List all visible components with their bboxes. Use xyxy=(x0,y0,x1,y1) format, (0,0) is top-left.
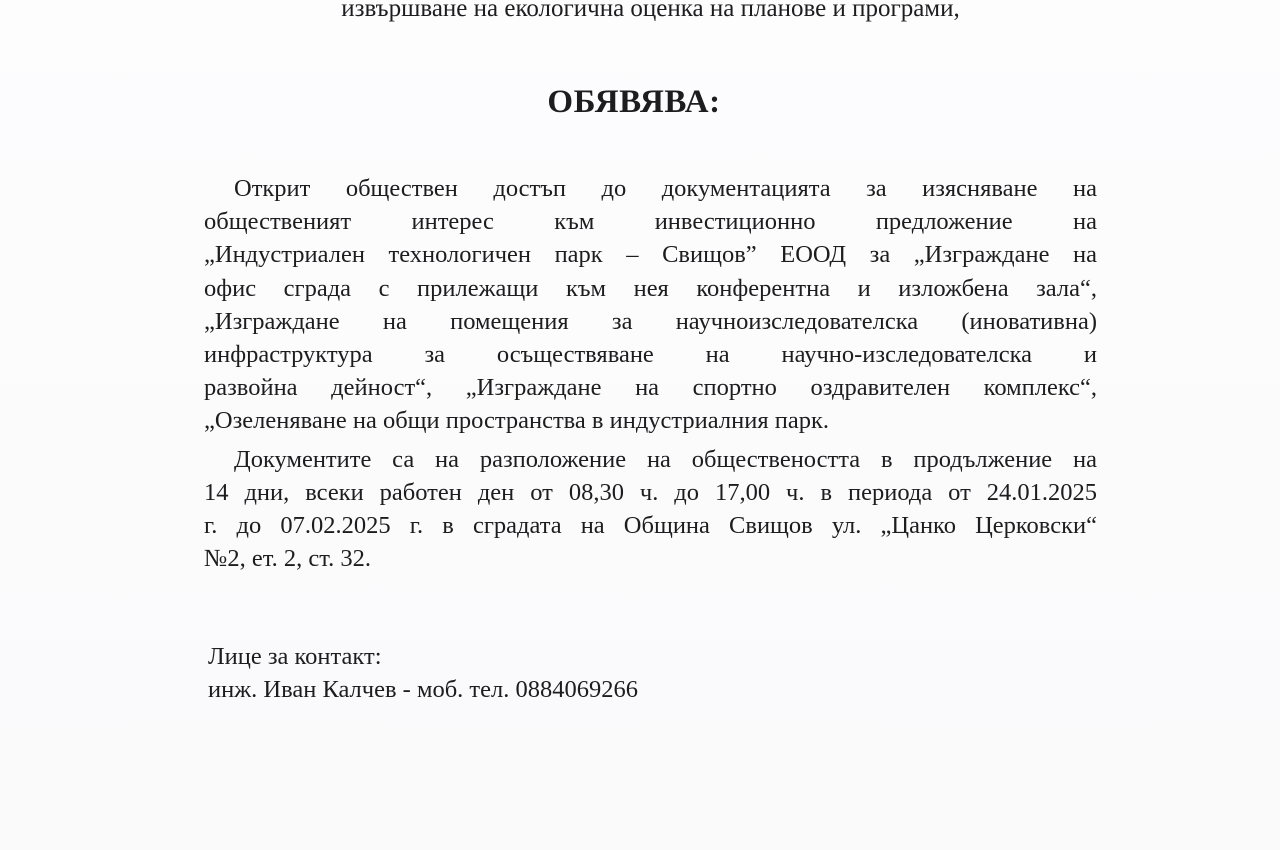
paragraph-line: развойна дейност“, „Изграждане на спортно оздравителен комплекс“, xyxy=(204,374,1097,402)
paragraph-line: „Изграждане на помещения за научноизследователска (иновативна) xyxy=(204,307,1097,335)
announcement-body xyxy=(204,172,1097,575)
previous-paragraph-fragment: извършване на екологична оценка на планове и програми, xyxy=(341,0,960,22)
paragraph-line: офис сграда с прилежащи към нея конферентна и изложбена зала“, xyxy=(204,274,1097,302)
announcement-heading: ОБЯВЯВА: xyxy=(547,84,721,120)
paragraph-line: 14 дни, всеки работен ден от 08,30 ч. до 17,00 ч. в периода от 24.01.2025 xyxy=(204,478,1097,506)
contact-label: Лице за контакт: xyxy=(208,643,382,670)
paragraph-investment-proposal xyxy=(204,172,1097,438)
paragraph-line: Документите са на разположение на обществеността в продължение на xyxy=(234,445,1097,473)
paragraph-line: „Озеленяване на общи пространства в индустриалния парк. xyxy=(204,407,829,435)
paragraph-line: №2, ет. 2, ст. 32. xyxy=(204,545,371,573)
paragraph-line: общественият интерес към инвестиционно предложение на xyxy=(204,208,1097,236)
contact-person: инж. Иван Калчев - моб. тел. 0884069266 xyxy=(208,676,638,703)
paragraph-line: „Индустриален технологичен парк – Свищов” ЕООД за „Изграждане на xyxy=(204,241,1097,269)
paragraph-line: г. до 07.02.2025 г. в сградата на Община Свищов ул. „Цанко Церковски“ xyxy=(204,512,1097,540)
paragraph-line: Открит обществен достъп до документацията за изясняване на xyxy=(234,175,1097,202)
paragraph-line: инфраструктура за осъществяване на научно-изследователска и xyxy=(204,341,1097,369)
paragraph-documents-availability xyxy=(204,443,1097,576)
contact-block xyxy=(208,640,638,706)
